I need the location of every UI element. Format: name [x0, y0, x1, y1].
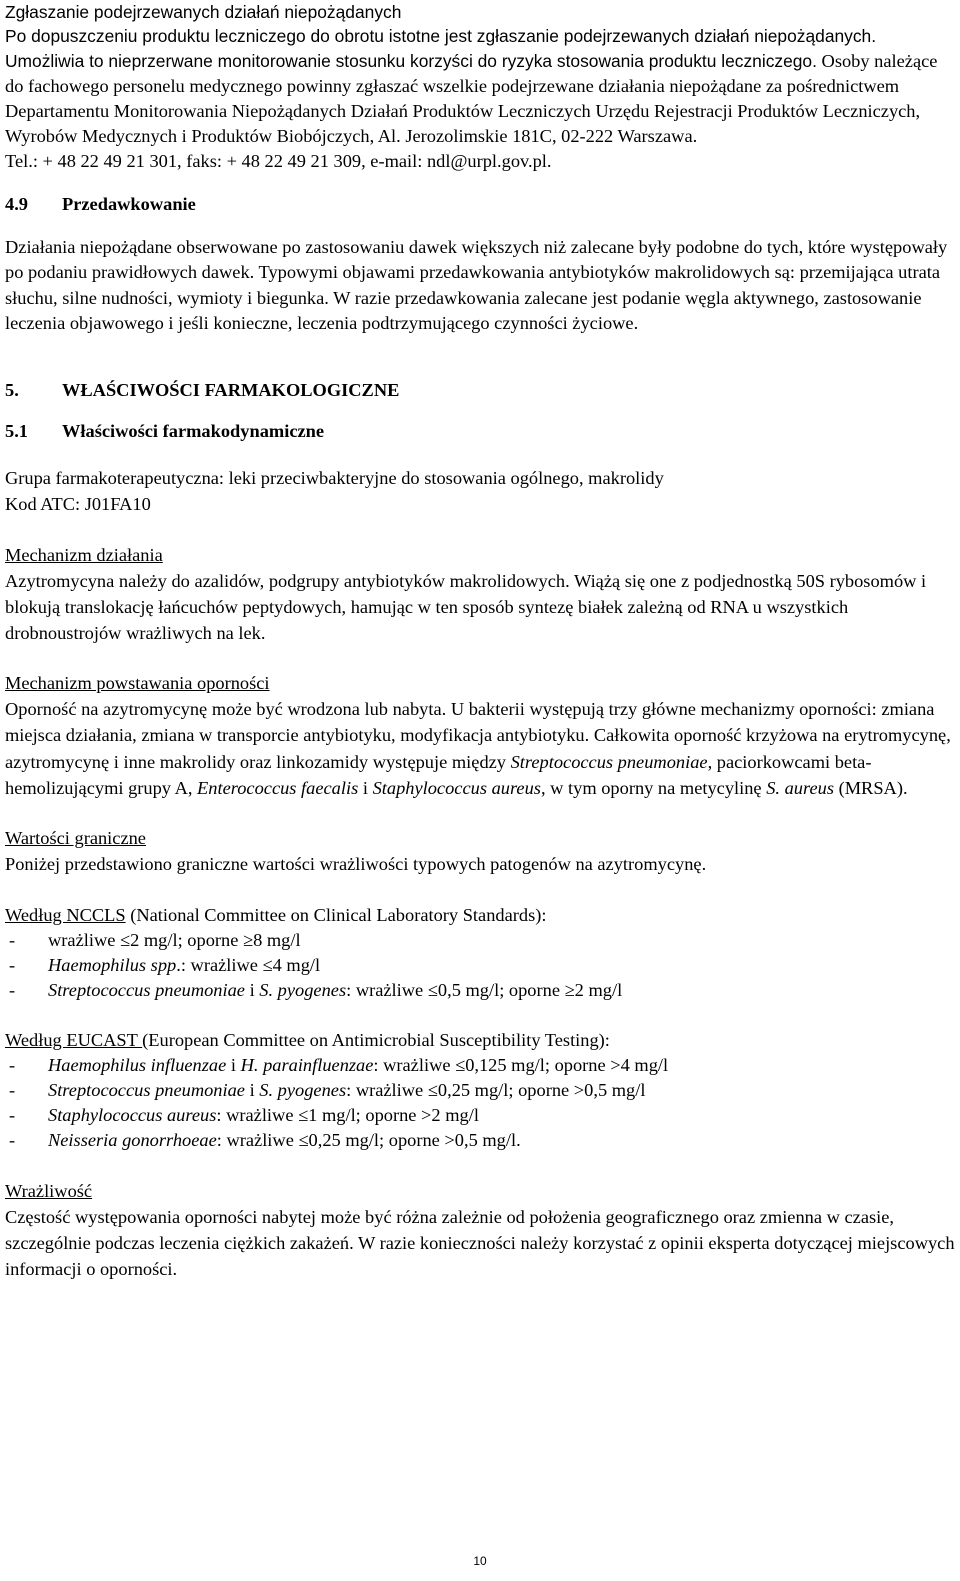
resistance-text: (MRSA).: [833, 778, 908, 799]
list-item: [5, 928, 955, 953]
page-number: 10: [473, 1554, 487, 1568]
document-page: [5, 0, 955, 1282]
section-number: 5.1: [5, 421, 28, 442]
pharmacotherapeutic-group: Grupa farmakoterapeutyczna: leki przeciwbakteryjne do stosowania ogólnego, makrolidy: [5, 468, 664, 489]
adr-reporting-section: [5, 0, 955, 174]
section-4-9-heading: [5, 191, 955, 217]
resistance-heading: Mechanizm powstawania oporności: [5, 673, 270, 694]
organism-name: S. aureus: [766, 778, 834, 799]
section-5-1-heading: [5, 418, 955, 444]
adr-heading: Zgłaszanie podejrzewanych działań niepożądanych: [5, 2, 402, 22]
nccls-desc: (National Committee on Clinical Laboratory Standards):: [125, 905, 547, 926]
section-number: 5.: [5, 380, 19, 401]
breakpoint-text: wrażliwe ≤2 mg/l; oporne ≥8 mg/l: [48, 930, 301, 951]
mechanism-heading: Mechanizm działania: [5, 545, 163, 566]
resistance-text: , w tym oporny na metycylinę: [540, 778, 767, 799]
list-item: [5, 978, 955, 1003]
breakpoints-paragraph: Poniżej przedstawiono graniczne wartości wrażliwości typowych patogenów na azytromycynę.: [5, 854, 707, 875]
adr-text-sans: Po dopuszczeniu produktu leczniczego do obrotu istotne jest zgłaszanie podejrzewanych działań niepożądanych. Umożliwia to nieprzerwane monitorowanie stosunku korzyści do ryzyka stosowania produktu leczniczego.: [5, 26, 877, 71]
eucast-list: [5, 1053, 955, 1153]
atc-code: Kod ATC: J01FA10: [5, 494, 151, 515]
section-title: Właściwości farmakodynamiczne: [62, 421, 325, 442]
breakpoint-text: : wrażliwe ≤0,125 mg/l; oporne >4 mg/l: [373, 1055, 669, 1076]
breakpoint-text: : wrażliwe ≤0,25 mg/l; oporne >0,5 mg/l.: [216, 1130, 521, 1151]
overdose-paragraph: Działania niepożądane obserwowane po zastosowaniu dawek większych niż zalecane były podobne do tych, które występowały po podaniu prawidłowych dawek. Typowymi objawami przedawkowania antybiotyków makrolidowych są: przemijająca utrata słuchu, silne nudności, wymioty i biegunka. W razie przedawkowania zalecane jest podanie węgla aktywnego, zastosowanie leczenia objawowego i jeśli konieczne, leczenia podtrzymującego czynności życiowe.: [5, 237, 948, 333]
susceptibility-heading: Wrażliwość: [5, 1181, 93, 1202]
organism-name: Haemophilus influenzae: [48, 1055, 227, 1076]
resistance-text: , paciorkowcami beta-hemolizującymi grupy A,: [5, 751, 872, 799]
organism-name: S. pyogenes: [259, 1080, 347, 1101]
eucast-heading: [5, 1027, 955, 1053]
adr-contact: Tel.: + 48 22 49 21 301, faks: + 48 22 49 21 309, e-mail: ndl@urpl.gov.pl.: [5, 151, 552, 171]
organism-name: Streptococcus pneumoniae: [48, 1080, 245, 1101]
eucast-desc: (European Committee on Antimicrobial Susceptibility Testing):: [142, 1030, 610, 1051]
organism-name: Enterococcus faecalis: [197, 778, 359, 799]
organism-name: Neisseria gonorrhoeae: [48, 1130, 217, 1151]
list-item: [5, 1053, 955, 1078]
adr-text-serif: Osoby należące do fachowego personelu medycznego powinny zgłaszać wszelkie podejrzewane działania niepożądane za pośrednictwem Departamentu Monitorowania Niepożądanych Działań Produktów Leczniczych Urzędu Rejestracji Produktów Leczniczych, Wyrobów Medycznych i Produktów Biobójczych, Al. Jerozolimskie 181C, 02-222 Warszawa.: [5, 51, 938, 146]
organism-name: Staphylococcus aureus: [48, 1105, 217, 1126]
mechanism-paragraph: Azytromycyna należy do azalidów, podgrupy antybiotyków makrolidowych. Wiążą się one z podjednostką 50S rybosomów i blokują translokację łańcuchów peptydowych, hamując w ten sposób syntezę białek zależną od RNA u wszystkich drobnoustrojów wrażliwych na lek.: [5, 571, 927, 644]
breakpoint-text: : wrażliwe ≤1 mg/l; oporne >2 mg/l: [216, 1105, 479, 1126]
organism-name: Staphylococcus aureus: [372, 778, 541, 799]
organism-name: H. parainfluenzae: [240, 1055, 374, 1076]
breakpoint-text: .: wrażliwe ≤4 mg/l: [176, 955, 321, 976]
nccls-name: Według NCCLS: [5, 905, 126, 926]
conjunction: i: [244, 1080, 260, 1101]
eucast-name: Według EUCAST: [5, 1030, 143, 1051]
nccls-heading: [5, 902, 955, 928]
conjunction: i: [244, 980, 260, 1001]
resistance-paragraph: [5, 696, 955, 801]
section-5-heading: [5, 377, 955, 403]
breakpoint-text: : wrażliwe ≤0,5 mg/l; oporne ≥2 mg/l: [346, 980, 623, 1001]
resistance-text: i: [358, 778, 373, 799]
breakpoints-heading: Wartości graniczne: [5, 828, 146, 849]
adr-paragraph: [5, 24, 955, 149]
section-title: WŁAŚCIWOŚCI FARMAKOLOGICZNE: [62, 380, 400, 401]
list-item: [5, 1103, 955, 1128]
resistance-text: Oporność na azytromycynę może być wrodzona lub nabyta. U bakterii występują trzy główne mechanizmy oporności: zmiana miejsca działania, zmiana w transporcie antybiotyku, modyfikacja antybiotyku. Całkowita oporność krzyżowa na erytromycynę, azytromycynę i inne makrolidy oraz linkozamidy występuje między: [5, 699, 951, 772]
breakpoint-text: : wrażliwe ≤0,25 mg/l; oporne >0,5 mg/l: [346, 1080, 646, 1101]
organism-name: Streptococcus pneumoniae: [510, 751, 708, 772]
organism-name: S. pyogenes: [259, 980, 347, 1001]
list-item: [5, 1078, 955, 1103]
list-item: [5, 953, 955, 978]
list-item: [5, 1128, 955, 1153]
organism-name: Haemophilus spp: [48, 955, 177, 976]
organism-name: Streptococcus pneumoniae: [48, 980, 245, 1001]
section-number: 4.9: [5, 194, 28, 214]
section-title: Przedawkowanie: [62, 194, 196, 214]
conjunction: i: [226, 1055, 241, 1076]
susceptibility-paragraph: Częstość występowania oporności nabytej może być różna zależnie od położenia geograficznego oraz zmienna w czasie, szczególnie podczas leczenia ciężkich zakażeń. W razie konieczności należy korzystać z opinii eksperta dotyczącej miejscowych informacji o oporności.: [5, 1207, 955, 1280]
nccls-list: [5, 928, 955, 1003]
